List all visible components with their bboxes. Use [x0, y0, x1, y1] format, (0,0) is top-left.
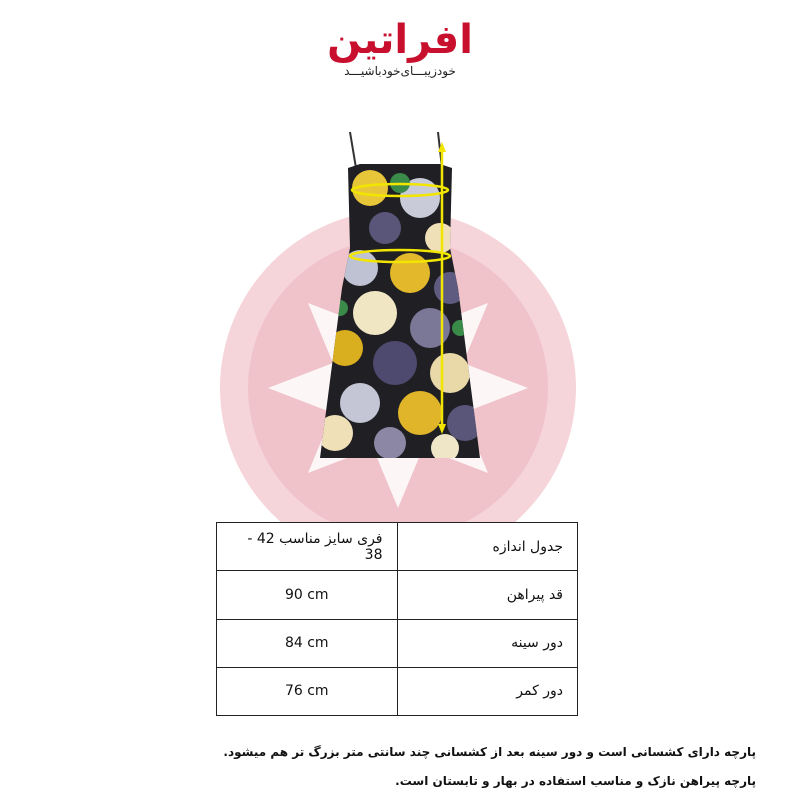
- row-label-waist: دور کمر: [397, 667, 578, 715]
- product-notes: [196, 744, 756, 802]
- row-value-length: 90 cm: [217, 571, 398, 619]
- table-row: [217, 571, 578, 619]
- table-row: [217, 523, 578, 571]
- note-elasticity: پارچه دارای کشسانی است و دور سینه بعد از کشسانی چند سانتی متر بزرگ تر هم میشود.: [223, 745, 756, 759]
- table-header-value: فری سایز مناسب 42 - 38: [217, 523, 398, 571]
- table-row: [217, 619, 578, 667]
- table-header-label: جدول اندازه: [397, 523, 578, 571]
- row-label-bust: دور سینه: [397, 619, 578, 667]
- table-row: [217, 667, 578, 715]
- row-label-length: قد پیراهن: [397, 571, 578, 619]
- row-value-waist: 76 cm: [217, 667, 398, 715]
- brand-slogan: خودزیبـــای‌خودباشیـــد: [344, 64, 456, 78]
- note-season: پارچه پیراهن نازک و مناسب استفاده در بهار و تابستان است.: [395, 774, 756, 788]
- row-value-bust: 84 cm: [217, 619, 398, 667]
- size-table: [216, 522, 578, 716]
- brand-name: افراتین: [327, 17, 473, 63]
- brand-logo: [300, 18, 500, 88]
- dress-image: [300, 128, 500, 458]
